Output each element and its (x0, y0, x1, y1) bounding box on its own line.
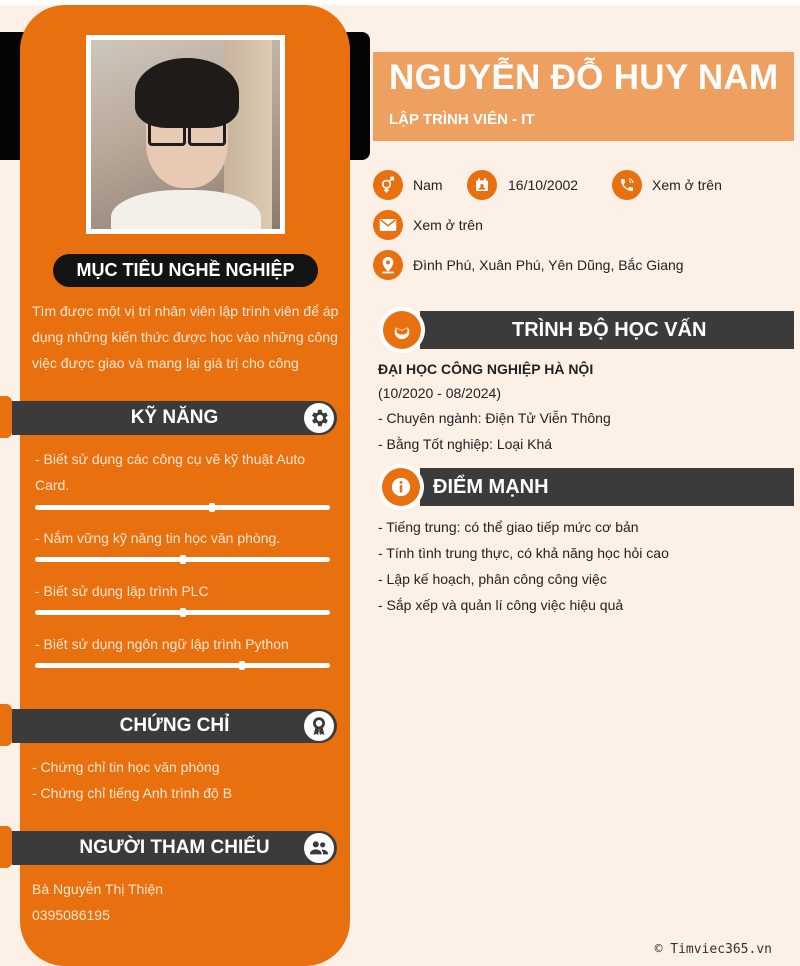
skills-tab-marker (0, 396, 12, 438)
strengths-heading (420, 468, 794, 506)
skill-level-bar (35, 505, 330, 510)
gear-icon (304, 403, 334, 433)
references-heading-label: NGƯỜI THAM CHIẾU (79, 837, 270, 858)
certificates-heading-label: CHỨNG CHỈ (119, 715, 230, 736)
footer-credit: © Timviec365.vn (654, 942, 772, 957)
strengths-heading-label: ĐIỂM MẠNH (433, 475, 549, 498)
skill-item: - Biết sử dụng lập trình PLC (35, 583, 209, 599)
skill-level-knob (180, 608, 186, 617)
award-icon (304, 711, 334, 741)
skill-item: - Biết sử dụng ngôn ngữ lập trình Python (35, 636, 289, 652)
strength-item: - Lập kế hoạch, phân công công việc (378, 571, 607, 587)
references-tab-marker (0, 826, 12, 868)
strength-item: - Tính tình trung thực, có khả năng học hỏi cao (378, 545, 669, 561)
gender-value: Nam (413, 177, 443, 193)
reference-phone: 0395086195 (32, 907, 110, 923)
phone-value: Xem ở trên (652, 177, 722, 193)
study-period: (10/2020 - 08/2024) (378, 385, 501, 401)
profile-photo (86, 35, 285, 234)
objective-heading: MỤC TIÊU NGHỀ NGHIỆP (53, 254, 318, 287)
skill-level-knob (239, 661, 245, 670)
gender-icon (373, 170, 403, 200)
reference-name: Bà Nguyễn Thị Thiện (32, 881, 164, 897)
location-icon (373, 250, 403, 280)
skill-item: - Nắm vững kỹ năng tin học văn phòng. (35, 530, 281, 546)
email-icon (373, 210, 403, 240)
school-name: ĐẠI HỌC CÔNG NGHIỆP HÀ NỘI (378, 361, 594, 377)
certificate-item: - Chứng chỉ tiếng Anh trình độ B (32, 785, 233, 801)
people-icon (304, 833, 334, 863)
info-icon (378, 464, 424, 510)
certificates-tab-marker (0, 704, 12, 746)
skill-level-bar (35, 610, 330, 615)
email-value: Xem ở trên (413, 217, 483, 233)
strength-item: - Tiếng trung: có thể giao tiếp mức cơ bản (378, 519, 639, 535)
candidate-name: NGUYỄN ĐỖ HUY NAM (389, 58, 779, 97)
phone-icon (612, 170, 642, 200)
job-title: LẬP TRÌNH VIÊN - IT (389, 111, 535, 128)
certificate-item: - Chứng chỉ tin học văn phòng (32, 759, 220, 775)
skill-item: - Biết sử dụng các công cụ vẽ kỹ thuật Auto Card. (35, 451, 306, 493)
education-heading-label: TRÌNH ĐỘ HỌC VẤN (512, 318, 707, 341)
skill-level-knob (209, 503, 215, 512)
degree: - Bằng Tốt nghiệp: Loại Khá (378, 436, 553, 452)
skill-level-bar (35, 663, 330, 668)
education-heading (420, 311, 794, 349)
skills-heading-label: KỸ NĂNG (130, 407, 219, 428)
major: - Chuyên ngành: Điện Tử Viễn Thông (378, 410, 611, 426)
objective-text: Tìm được một vị trí nhân viên lập trình viên để áp dụng những kiến thức được học vào những công việc được giao và mang lại giá trị cho công (32, 303, 339, 371)
calendar-icon (467, 170, 497, 200)
references-heading (12, 831, 337, 865)
strength-item: - Sắp xếp và quản lí công việc hiệu quả (378, 597, 624, 613)
certificates-heading (12, 709, 337, 743)
address-value: Đình Phú, Xuân Phú, Yên Dũng, Bắc Giang (413, 257, 684, 273)
skills-heading (12, 401, 337, 435)
birthday-value: 16/10/2002 (508, 177, 579, 193)
skill-level-bar (35, 557, 330, 562)
skill-level-knob (180, 555, 186, 564)
graduation-cap-icon (379, 307, 425, 353)
